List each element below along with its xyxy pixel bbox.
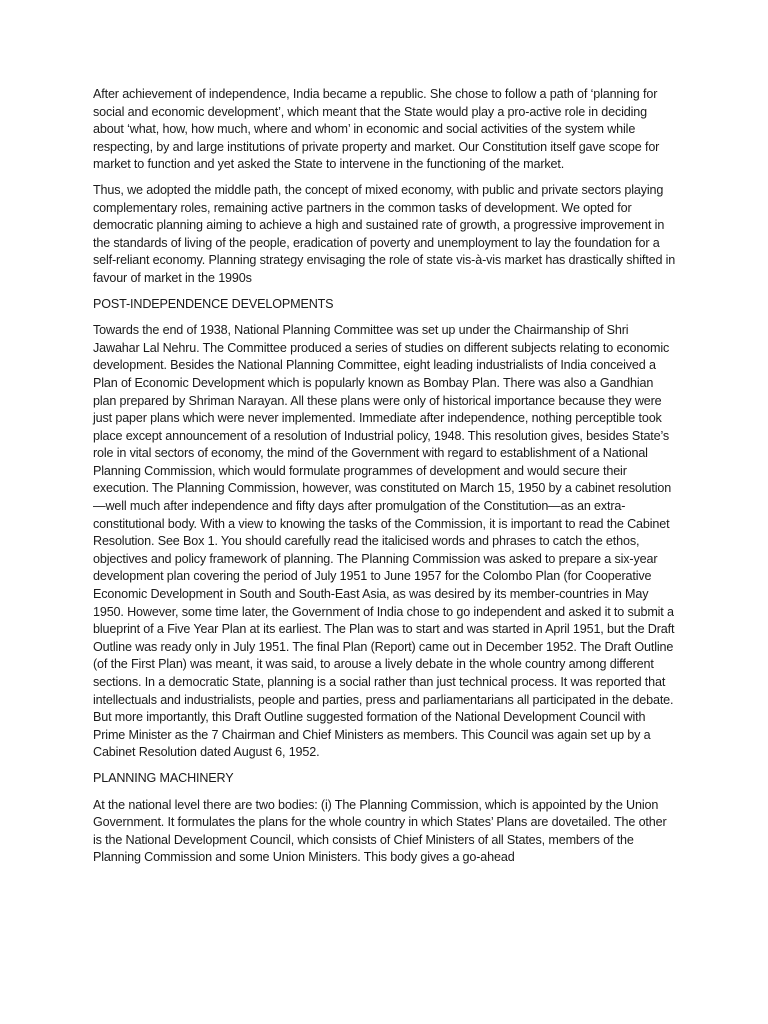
document-body xyxy=(93,86,678,875)
heading-planning-machinery: PLANNING MACHINERY xyxy=(93,770,234,785)
paragraph-planning-committee-history: Towards the end of 1938, National Planning Committee was set up under the Chairmanship of Shri Jawahar Lal Nehru. The Committee produced a series of studies on different subjects relating to economic development. Besides the National Planning Committee, eight leading industrialists of India conceived a Plan of Economic Development which is popularly known as Bombay Plan. There was also a Gandhian plan prepared by Shriman Narayan. All these plans were only of historical importance because they were just paper plans which were never implemented. Immediate after independence, nothing perceptible took place except announcement of a resolution of Industrial policy, 1948. This resolution gives, besides State’s role in vital sectors of economy, the mind of the Government with regard to establishment of a National Planning Commission, which would formulate programmes of development and would secure their execution. The Planning Commission, however, was constituted on March 15, 1950 by a cabinet resolution—well much after independence and fifty days after promulgation of the Constitution—as an extra-constitutional body. With a view to knowing the tasks of the Commission, it is important to read the Cabinet Resolution. See Box 1. You should carefully read the italicised words and phrases to catch the ethos, objectives and policy framework of planning. The Planning Commission was asked to prepare a six-year development plan covering the period of July 1951 to June 1957 for the Colombo Plan (for Cooperative Economic Development in South and South-East Asia, as was desired by its member-countries in May 1950. However, some time later, the Government of India chose to go independent and asked it to submit a blueprint of a Five Year Plan at its earliest. The Plan was to start and was started in April 1951, but the Draft Outline was ready only in July 1951. The final Plan (Report) came out in December 1952. The Draft Outline (of the First Plan) was meant, it was said, to arouse a lively debate in the whole country among different sections. In a democratic State, planning is a social rather than just technical process. It was reported that intellectuals and industrialists, people and parties, press and parliamentarians all participated in the debate. But more importantly, this Draft Outline suggested formation of the National Development Council with Prime Minister as the 7 Chairman and Chief Ministers as members. This Council was again set up by a Cabinet Resolution dated August 6, 1952. xyxy=(93,323,675,760)
paragraph-independence-planning: After achievement of independence, India became a republic. She chose to follow a path of ‘planning for social and economic development’, which meant that the State would play a pro-active role in deciding about ‘what, how, how much, where and whom’ in economic and social activities of the system while respecting, by and large institutions of private property and market. Our Constitution itself gave scope for market to function and yet asked the State to intervene in the functioning of the market. xyxy=(93,87,660,172)
paragraph-mixed-economy: Thus, we adopted the middle path, the concept of mixed economy, with public and private sectors playing complementary roles, remaining active partners in the common tasks of development. We opted for democratic planning aiming to achieve a high and sustained rate of growth, a progressive improvement in the standards of living of the people, eradication of poverty and unemployment to lay the foundation for a self-reliant economy. Planning strategy envisaging the role of state vis-à-vis market has drastically shifted in favour of market in the 1990s xyxy=(93,182,676,285)
heading-post-independence-developments: POST-INDEPENDENCE DEVELOPMENTS xyxy=(93,296,334,311)
paragraph-national-bodies: At the national level there are two bodies: (i) The Planning Commission, which is appointed by the Union Government. It formulates the plans for the whole country in which States’ Plans are dovetailed. The other is the National Development Council, which consists of Chief Ministers of all States, members of the Planning Commission and some Union Ministers. This body gives a go-ahead xyxy=(93,797,667,865)
